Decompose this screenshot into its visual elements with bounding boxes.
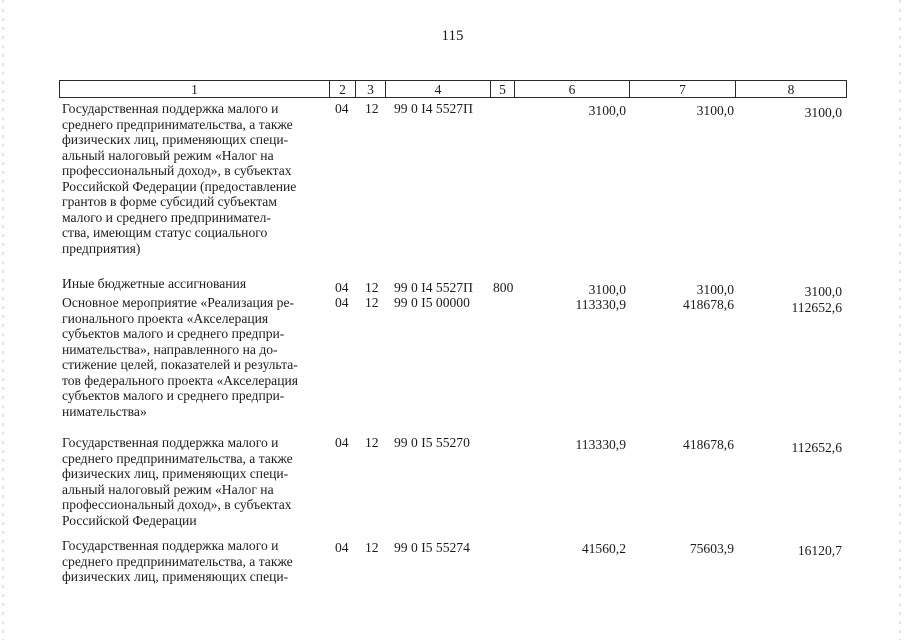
header-col-2: 2 [330, 81, 356, 97]
amount-col-7: 3100,0 [696, 282, 734, 297]
amount-col-8: 3100,0 [804, 284, 842, 299]
amount-col-8: 16120,7 [797, 543, 842, 558]
section-code: 04 [335, 101, 349, 116]
description-line: нимательства», направленного на до- [62, 341, 278, 357]
target-article-code: 99 0 I5 55274 [394, 540, 470, 555]
scan-edge-right [899, 0, 901, 640]
description-line: субъектов малого и среднего предпри- [62, 388, 285, 403]
row-description [62, 101, 324, 256]
amount-col-6: 3100,0 [588, 282, 626, 297]
header-col-1: 1 [60, 81, 330, 97]
amount-col-7: 3100,0 [696, 103, 734, 118]
description-line: грантов в форме субсидий субъектам [62, 194, 277, 209]
header-col-3: 3 [356, 81, 386, 97]
amount-col-8: 3100,0 [804, 105, 842, 120]
subsection-code: 12 [365, 540, 379, 555]
amount-col-6: 41560,2 [581, 541, 626, 556]
description-line: субъектов малого и среднего предпри- [62, 326, 285, 341]
description-line: стижение целей, показателей и результа- [62, 357, 298, 372]
amount-col-6: 113330,9 [575, 437, 626, 452]
description-line: среднего предпринимательства, а также [62, 450, 293, 466]
section-code: 04 [335, 540, 349, 555]
description-line: физических лиц, применяющих специ- [62, 132, 289, 147]
header-col-6: 6 [515, 81, 630, 97]
description-line: профессиональный доход», в субъектах [62, 497, 292, 512]
subsection-code: 12 [365, 280, 379, 295]
description-line: альный налоговый режим «Налог на [62, 481, 274, 497]
description-line: Иные бюджетные ассигнования [62, 276, 247, 291]
subsection-code: 12 [365, 295, 379, 310]
description-line: Основное мероприятие «Реализация ре- [62, 295, 295, 310]
description-line: альный налоговый режим «Налог на [62, 147, 274, 163]
header-col-8: 8 [787, 82, 795, 97]
description-line: среднего предпринимательства, а также [62, 553, 293, 569]
section-code: 04 [335, 280, 349, 295]
section-code: 04 [335, 435, 349, 450]
amount-col-6: 113330,9 [575, 297, 626, 312]
header-col-5: 5 [491, 81, 515, 97]
target-article-code: 99 0 I4 5527П [394, 101, 473, 116]
row-description [62, 276, 324, 292]
page-number: 115 [441, 28, 464, 44]
description-line: тов федерального проекта «Акселерация [62, 372, 299, 388]
header-col-7: 7 [630, 81, 736, 97]
header-col-4: 4 [386, 81, 491, 97]
subsection-code: 12 [365, 435, 379, 450]
description-line: профессиональный доход», в субъектах [62, 163, 292, 178]
amount-col-7: 418678,6 [683, 297, 734, 312]
target-article-code: 99 0 I4 5527П [394, 280, 473, 295]
amount-col-7: 418678,6 [683, 437, 734, 452]
description-line: Российской Федерации [62, 512, 197, 528]
description-line: малого и среднего предпринимател- [62, 209, 271, 225]
row-description [62, 435, 324, 528]
description-line: нимательства» [62, 403, 147, 419]
amount-col-8: 112652,6 [791, 440, 842, 455]
description-line: Государственная поддержка малого и [62, 435, 279, 450]
description-line: Государственная поддержка малого и [62, 101, 279, 116]
amount-col-8: 112652,6 [791, 300, 842, 315]
subsection-code: 12 [365, 101, 379, 116]
scan-edge-left [2, 0, 4, 640]
description-line: предприятия) [62, 240, 141, 256]
description-line: физических лиц, применяющих специ- [62, 466, 289, 481]
section-code: 04 [335, 295, 349, 310]
table-header [59, 80, 847, 98]
description-line: Государственная поддержка малого и [62, 538, 279, 553]
amount-col-7: 75603,9 [689, 541, 734, 556]
description-line: Российской Федерации (предоставление [62, 178, 297, 194]
amount-col-6: 3100,0 [588, 103, 626, 118]
description-line: среднего предпринимательства, а также [62, 116, 293, 132]
row-description [62, 538, 324, 585]
description-line: гионального проекта «Акселерация [62, 310, 269, 326]
description-line: физических лиц, применяющих специ- [62, 569, 289, 584]
description-line: ства, имеющим статус социального [62, 225, 268, 240]
target-article-code: 99 0 I5 55270 [394, 435, 470, 450]
expense-type-code: 800 [493, 280, 514, 295]
row-description [62, 295, 324, 419]
target-article-code: 99 0 I5 00000 [394, 295, 470, 310]
